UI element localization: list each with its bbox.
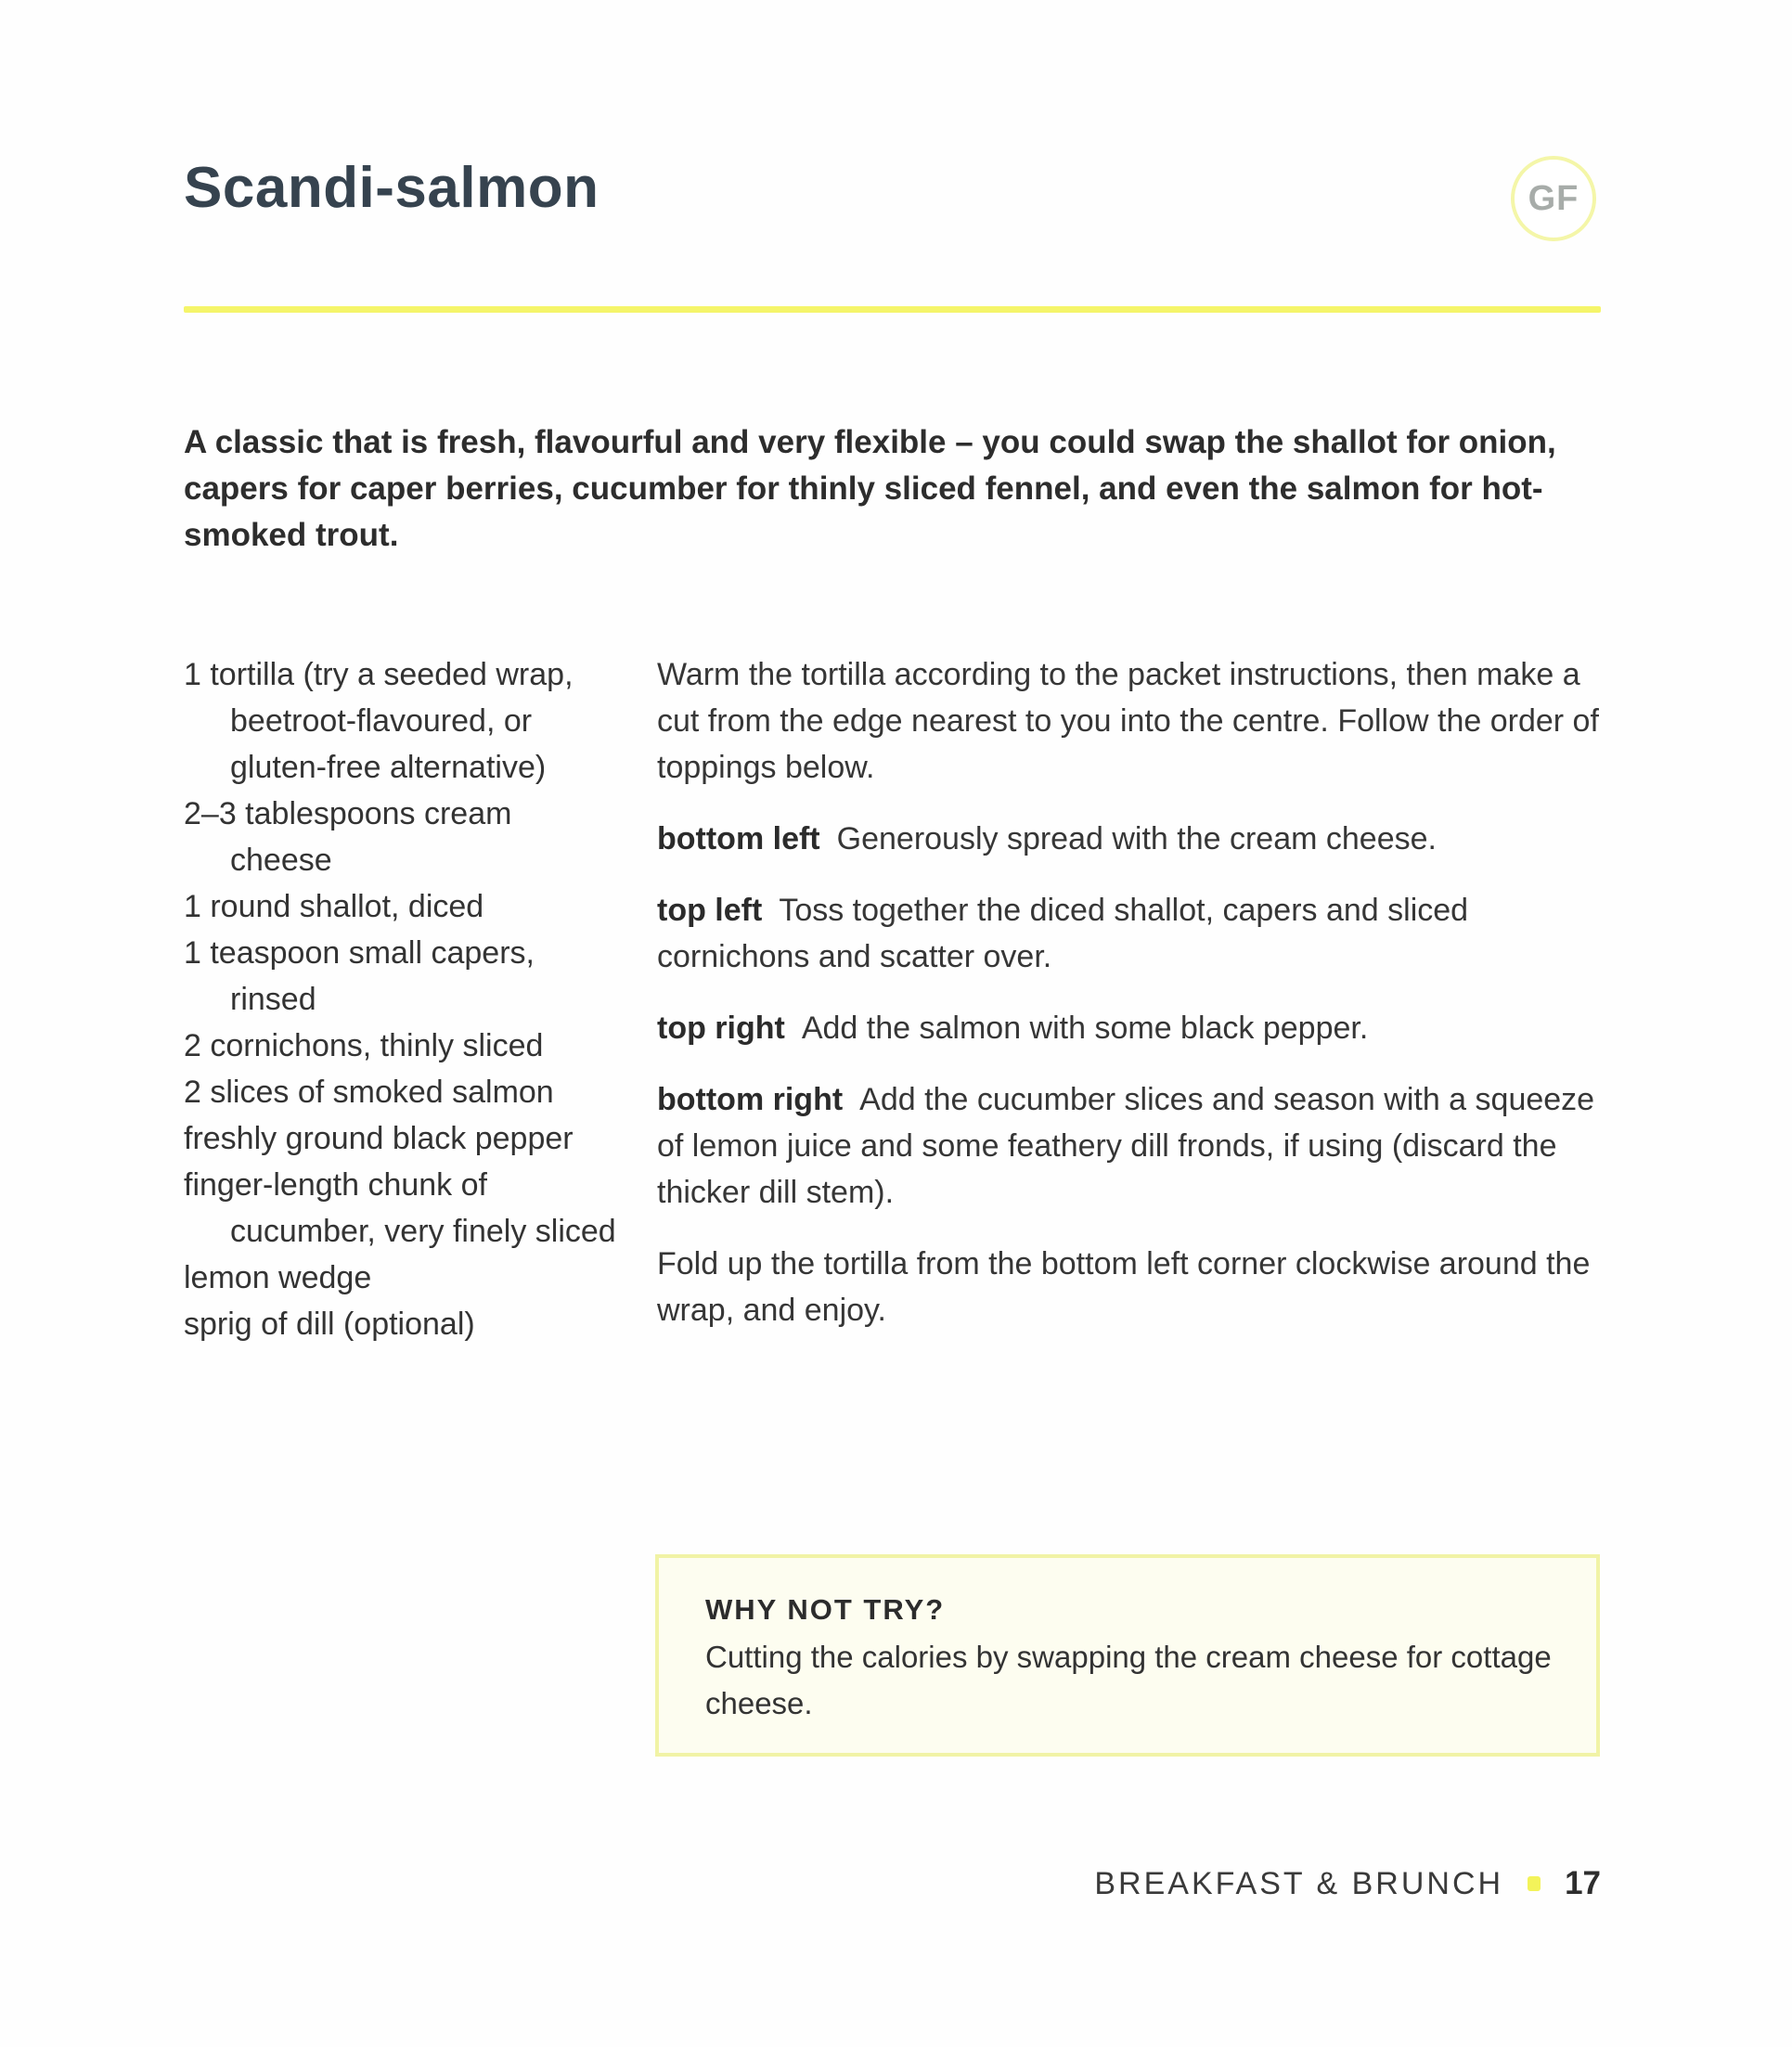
page-footer xyxy=(1094,1863,1601,1904)
ingredient-item: 1 teaspoon small capers, rinsed xyxy=(184,935,535,1017)
step-label: top right xyxy=(657,1011,785,1046)
step-text: Add the salmon with some black pepper. xyxy=(801,1011,1369,1046)
tip-body: Cutting the calories by swapping the cream cheese for cottage cheese. xyxy=(705,1640,1552,1720)
footer-dot-icon xyxy=(1528,1876,1541,1891)
ingredient-list xyxy=(184,651,620,1347)
footer-section-title: BREAKFAST & BRUNCH xyxy=(1094,1865,1504,1901)
method-step xyxy=(657,1076,1613,1216)
ingredient-item: 1 round shallot, diced xyxy=(184,889,484,924)
step-text: Add the cucumber slices and season with a squeeze of lemon juice and some feathery dill fronds, if using (discard the thicker dill stem). xyxy=(657,1082,1595,1210)
ingredient-item: 1 tortilla (try a seeded wrap, beetroot-flavoured, or gluten-free alternative) xyxy=(184,657,574,785)
recipe-title: Scandi-salmon xyxy=(184,156,599,220)
step-label: top left xyxy=(657,893,763,928)
method-outro: Fold up the tortilla from the bottom left corner clockwise around the wrap, and enjoy. xyxy=(657,1246,1591,1328)
title-divider xyxy=(184,306,1601,313)
step-text: Toss together the diced shallot, capers and sliced cornichons and scatter over. xyxy=(657,893,1469,974)
ingredient-item: 2 cornichons, thinly sliced xyxy=(184,1028,544,1063)
step-label: bottom right xyxy=(657,1082,844,1117)
ingredient-item: lemon wedge xyxy=(184,1260,372,1295)
method-intro: Warm the tortilla according to the packet instructions, then make a cut from the edge nearest to you into the centre. Follow the order of toppings below. xyxy=(657,657,1599,785)
ingredient-item: finger-length chunk of cucumber, very finely sliced xyxy=(184,1167,616,1249)
ingredient-item: freshly ground black pepper xyxy=(184,1121,574,1156)
ingredient-item: sprig of dill (optional) xyxy=(184,1307,475,1342)
method-section xyxy=(657,651,1613,1358)
method-step xyxy=(657,816,1613,862)
method-step xyxy=(657,1005,1613,1051)
page-number: 17 xyxy=(1565,1865,1601,1901)
recipe-intro: A classic that is fresh, flavourful and very flexible – you could swap the shallot for onion, capers for caper berries, cucumber for thinly sliced fennel, and even the salmon for hot-smoked trout. xyxy=(184,424,1556,553)
ingredient-item: 2–3 tablespoons cream cheese xyxy=(184,796,512,878)
tip-heading: WHY NOT TRY? xyxy=(705,1593,946,1626)
method-step xyxy=(657,887,1613,980)
why-not-try-box xyxy=(655,1554,1600,1757)
step-label: bottom left xyxy=(657,821,820,856)
gluten-free-badge-icon: GF xyxy=(1511,156,1596,241)
ingredient-item: 2 slices of smoked salmon xyxy=(184,1075,554,1110)
step-text: Generously spread with the cream cheese. xyxy=(836,821,1437,856)
